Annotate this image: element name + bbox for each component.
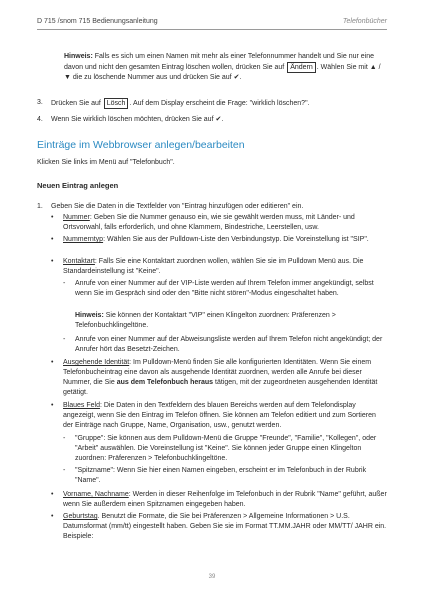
- description: Anrufe von einer Nummer auf der Abweisungsliste werden auf Ihrem Telefon nicht angekündigt; der Anrufer hört das Besetzt-Zeichen.: [75, 336, 383, 353]
- step-text: Wenn Sie wirklich löschen möchten, drücken Sie auf ✔.: [51, 116, 224, 123]
- step-number: 3.: [37, 99, 43, 106]
- description: : Die Daten in den Textfeldern des blauen Bereichs werden auf dem Telefondisplay angezeigt, wenn Sie den Eintrag im Telefon öffnen. Sie können am Telefon editiert und zum Sortieren der Einträge nach Gruppe, Name, Organisation, usw., genutzt werden.: [63, 402, 376, 429]
- subheading-new-entry: Neuen Eintrag anlegen: [37, 181, 119, 190]
- term: Geburtstag: [63, 513, 98, 520]
- description: "Gruppe": Sie können aus dem Pulldown-Menü die Gruppe "Freunde", "Familie", "Kollegen", oder "Arbeit" auswählen. Die Voreinstellung ist "Keine". Sie können jeder Gruppe einen Klingelton zuordnen: Präferenzen > Telefonbuchklingeltöne.: [75, 435, 377, 462]
- term: Ausgehende Identität: [63, 359, 130, 366]
- step-number: 1.: [37, 203, 43, 210]
- description: "Spitzname": Wenn Sie hier einen Namen eingeben, erscheint er im Telefonbuch in der Rubrik "Name".: [75, 467, 367, 484]
- term: Vorname, Nachname: [63, 491, 129, 498]
- hint-text-2: . Wählen Sie mit ▲ / ▼ die zu löschende Nummer aus und drücken Sie auf ✔.: [64, 64, 381, 81]
- term: Nummer: [63, 214, 90, 221]
- step-text-after: . Auf dem Display erscheint die Frage: "wirklich löschen?".: [129, 100, 310, 107]
- page-header: [37, 18, 387, 32]
- description: : Wählen Sie aus der Pulldown-Liste den Verbindungstyp. Die Voreinstellung ist "SIP".: [103, 236, 369, 243]
- step-text: Geben Sie die Daten in die Textfelder von "Eintrag hinzufügen oder editieren" ein.: [51, 203, 304, 210]
- hint-delete-number: [64, 52, 387, 83]
- term: Kontaktart: [63, 258, 95, 265]
- softkey-aendern: Ändern: [287, 62, 316, 73]
- step-number: 4.: [37, 116, 43, 123]
- manual-title: D 715 /snom 715 Bedienungsanleitung: [37, 18, 158, 25]
- hint-text: Sie können der Kontaktart "VIP" einen Klingelton zuordnen: Präferenzen > Telefonbuchklingeltöne.: [75, 312, 336, 329]
- hint-label: Hinweis:: [75, 312, 104, 319]
- description-1: : Im Pulldown-Menü finden Sie alle konfigurierten Identitäten. Wenn Sie einem Telefonbucheintrag eine davon als ausgehende Identität zuordnen, werden alle Anrufe bei dieser Nummer, die Sie: [63, 359, 372, 386]
- section-heading: Einträge im Webbrowser anlegen/bearbeiten: [37, 139, 245, 151]
- header-rule: [37, 29, 387, 30]
- description: . Benutzt die Formate, die Sie bei Präferenzen > Allgemeine Informationen > U.S. Datumsformat (mm/tt) eingestellt haben. Geben Sie sie im Format TT.MM.JAHR oder MM/TT/ JAHR ein. Beispiele:: [63, 513, 387, 540]
- term: Nummerntyp: [63, 236, 104, 243]
- page-number: 39: [208, 574, 216, 580]
- description: : Werden in dieser Reihenfolge im Telefonbuch in der Rubrik "Name" geführt, außer wenn Sie außerdem einen Spitznamen eingegeben haben.: [63, 491, 387, 508]
- description: : Falls Sie eine Kontaktart zuordnen wollen, wählen Sie sie im Pulldown Menü aus. Die Standardeinstellung ist "Keine".: [63, 258, 364, 275]
- description-bold: aus dem Telefonbuch heraus: [116, 379, 214, 386]
- softkey-loesch: Lösch: [104, 98, 129, 109]
- hint-text-1: Falls es sich um einen Namen mit mehr als einer Telefonnummer handelt und Sie nur eine davon und nicht den gesamten Eintrag löschen wollen, drücken Sie auf: [64, 53, 374, 71]
- term: Blaues Feld: [63, 402, 100, 409]
- step-text-before: Drücken Sie auf: [51, 100, 101, 107]
- description-2: tätigen, mit der zugeordneten ausgehenden Identität getätigt.: [63, 379, 378, 396]
- description: Anrufe von einer Nummer auf der VIP-Liste werden auf Ihrem Telefon immer angekündigt, selbst wenn Sie im Gespräch sind oder den "Bitte nicht stören"-Modus eingeschaltet haben.: [75, 280, 374, 297]
- description: : Geben Sie die Nummer genauso ein, wie sie gewählt werden muss, mit Länder- und Ortsvorwahl, falls erforderlich, und ohne Klammern, Bindestriche, Leerstellen, usw.: [63, 214, 355, 231]
- hint-label: Hinweis:: [64, 53, 93, 60]
- chapter-title: Telefonbücher: [342, 18, 387, 25]
- section-intro: Klicken Sie links im Menü auf "Telefonbuch".: [37, 159, 175, 166]
